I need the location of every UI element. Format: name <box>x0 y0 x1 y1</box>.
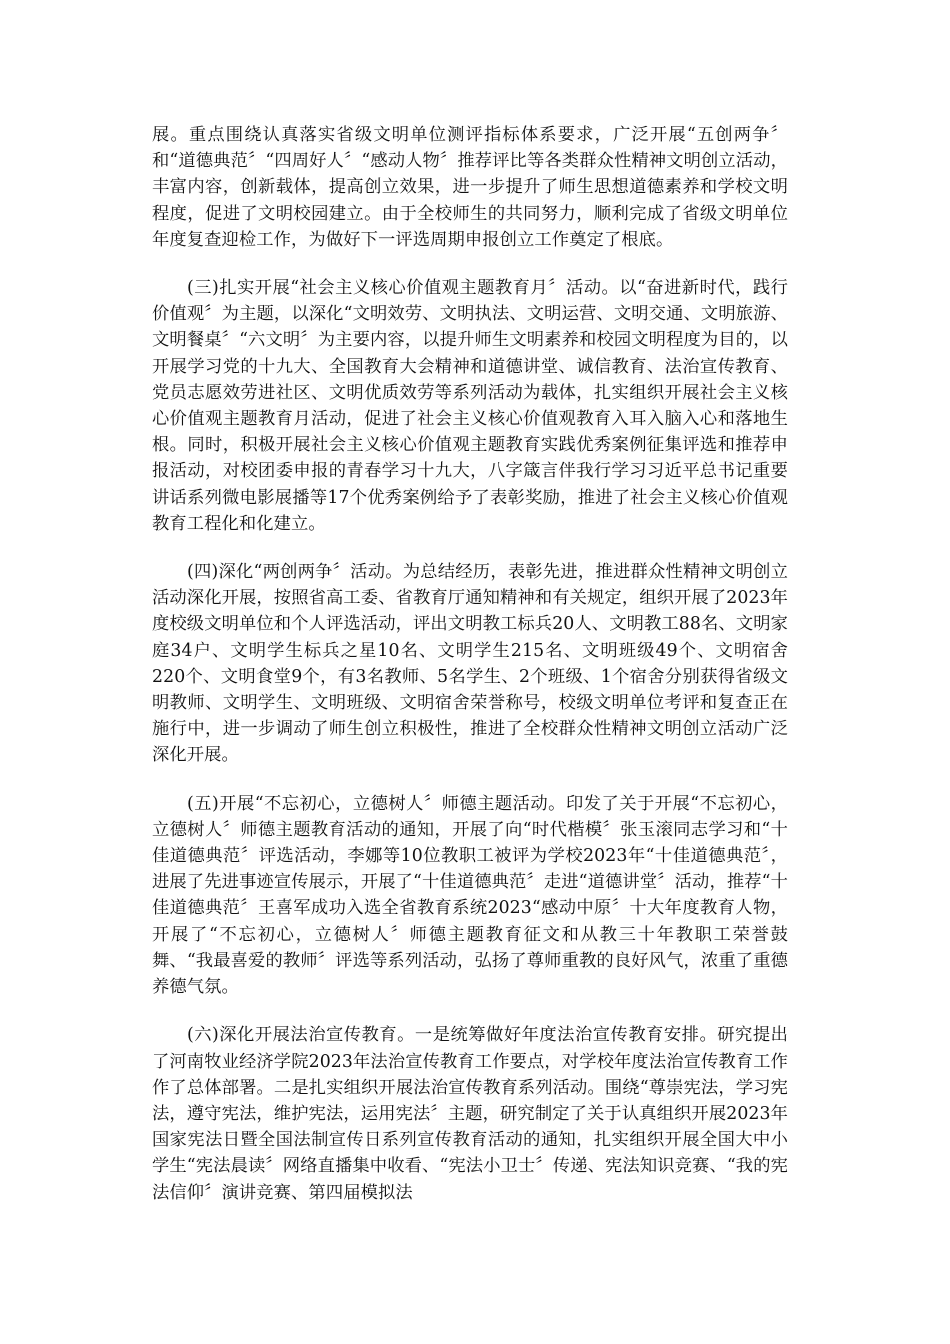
paragraph-section-3: (三)扎实开展“社会主义核心价值观主题教育月〞活动。以“奋进新时代，践行价值观〞为主题，以深化“文明效劳、文明执法、文明运营、文明交通、文明旅游、文明餐桌〞“六文明〞为主要内容，以提升师生文明素养和校园文明程度为目的，以开展学习党的十九大、全国教育大会精神和道德讲堂、诚信教育、法治宣传教育、党员志愿效劳进社区、文明优质效劳等系列活动为载体，扎实组织开展社会主义核心价值观主题教育月活动，促进了社会主义核心价值观教育入耳入脑入心和落地生根。同时，积极开展社会主义核心价值观主题教育实践优秀案例征集评选和推荐申报活动，对校团委申报的青春学习十九大，八字箴言伴我行学习习近平总书记重要讲话系列微电影展播等17个优秀案例给予了表彰奖励，推进了社会主义核心价值观教育工程化和化建立。 <box>152 278 788 534</box>
paragraph-section-5: (五)开展“不忘初心，立德树人〞师德主题活动。印发了关于开展“不忘初心，立德树人〞师德主题教育活动的通知，开展了向“时代楷模〞张玉滚同志学习和“十佳道德典范〞评选活动，李娜等10位教职工被评为学校2023年“十佳道德典范〞，进展了先进事迹宣传展示，开展了“十佳道德典范〞走进“道德讲堂〞活动，推荐“十佳道德典范〞王喜军成功入选全省教育系统2023“感动中原〞十大年度教育人物，开展了“不忘初心，立德树人〞师德主题教育征文和从教三十年教职工荣誉鼓舞、“我最喜爱的教师〞评选等系列活动，弘扬了尊师重教的良好风气，浓重了重德养德气氛。 <box>152 793 788 998</box>
paragraph-continuation: 展。重点围绕认真落实省级文明单位测评指标体系要求，广泛开展“五创两争〞和“道德典范〞“四周好人〞“感动人物〞推荐评比等各类群众性精神文明创立活动，丰富内容，创新载体，提高创立效果，进一步提升了师生思想道德素养和学校文明程度，促进了文明校园建立。由于全校师生的共同努力，顺利完成了省级文明单位年度复查迎检工作，为做好下一评选周期申报创立工作奠定了根底。 <box>152 125 788 250</box>
document-body <box>152 122 788 1206</box>
paragraph-section-6: (六)深化开展法治宣传教育。一是统筹做好年度法治宣传教育安排。研究提出了河南牧业经济学院2023年法治宣传教育工作要点，对学校年度法治宣传教育工作作了总体部署。二是扎实组织开展法治宣传教育系列活动。围绕“尊崇宪法，学习宪法，遵守宪法，维护宪法，运用宪法〞主题，研究制定了关于认真组织开展2023年国家宪法日暨全国法制宣传日系列宣传教育活动的通知，扎实组织开展全国大中小学生“宪法晨读〞网络直播集中收看、“宪法小卫士〞传递、宪法知识竞赛、“我的宪法信仰〞演讲竞赛、第四届模拟法 <box>152 1025 788 1203</box>
paragraph-section-4: (四)深化“两创两争〞活动。为总结经历，表彰先进，推进群众性精神文明创立活动深化开展，按照省高工委、省教育厅通知精神和有关规定，组织开展了2023年度校级文明单位和个人评选活动，评出文明教工标兵20人、文明教工88名、文明家庭34户、文明学生标兵之星10名、文明学生215名、文明班级49个、文明宿舍220个、文明食堂9个，有3名教师、5名学生、2个班级、1个宿舍分别获得省级文明教师、文明学生、文明班级、文明宿舍荣誉称号，校级文明单位考评和复查正在施行中，进一步调动了师生创立积极性，推进了全校群众性精神文明创立活动广泛深化开展。 <box>152 562 788 766</box>
